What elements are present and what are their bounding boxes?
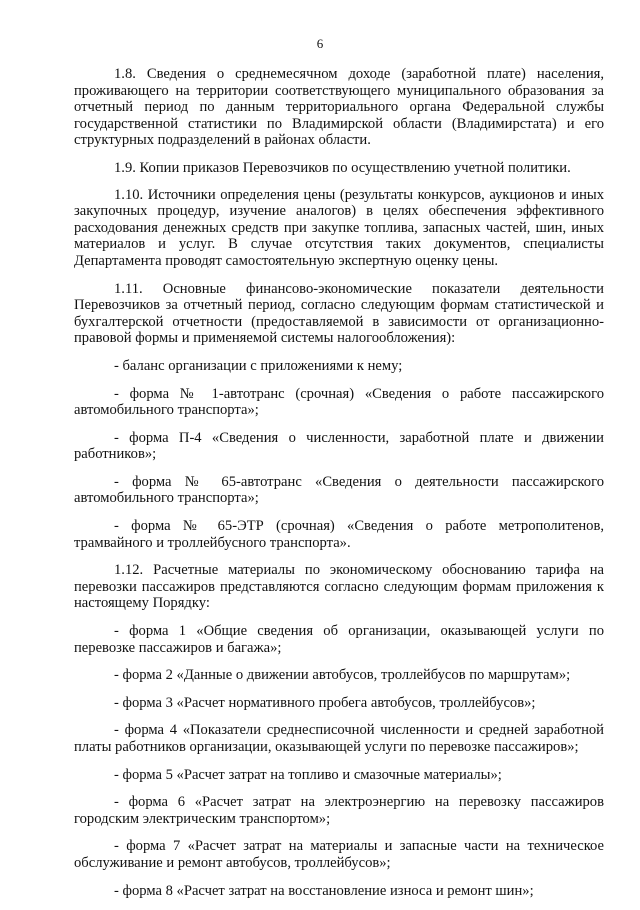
list-item-form-1-avtotrans: - форма № 1-автотранс (срочная) «Сведения о работе пассажирского автомобильного транспорта»;	[74, 385, 604, 419]
list-item-form-1: - форма 1 «Общие сведения об организации, оказывающей услуги по перевозке пассажиров и багажа»;	[74, 623, 604, 656]
list-item-form-7: - форма 7 «Расчет затрат на материалы и запасные части на техническое обслуживание и ремонт автобусов, троллейбусов»;	[74, 838, 604, 871]
list-item-form-p4: - форма П-4 «Сведения о численности, заработной плате и движении работников»;	[74, 429, 604, 463]
paragraph-1-12: 1.12. Расчетные материалы по экономическому обоснованию тарифа на перевозки пассажиров представляются согласно следующим формам приложения к настоящему Порядку:	[74, 562, 604, 612]
page-number: 6	[316, 36, 324, 51]
list-item-form-2: - форма 2 «Данные о движении автобусов, троллейбусов по маршрутам»;	[114, 667, 571, 684]
list-item-form-3: - форма 3 «Расчет нормативного пробега автобусов, троллейбусов»;	[114, 694, 536, 711]
list-item-form-8: - форма 8 «Расчет затрат на восстановление износа и ремонт шин»;	[114, 882, 534, 899]
list-item-form-4: - форма 4 «Показатели среднесписочной численности и средней заработной платы работников организации, оказывающей услуги по перевозке пассажиров»;	[74, 722, 604, 755]
list-item-form-65-etr: - форма № 65-ЭТР (срочная) «Сведения о работе метрополитенов, трамвайного и троллейбусного транспорта».	[74, 518, 604, 551]
list-item-form-5: - форма 5 «Расчет затрат на топливо и смазочные материалы»;	[114, 766, 502, 783]
paragraph-1-11: 1.11. Основные финансово-экономические показатели деятельности Перевозчиков за отчетный период, согласно следующим формам статистической и бухгалтерской отчетности (предоставляемой в зависимости от организационно-правовой формы и применяемой системы налогообложения):	[74, 280, 604, 347]
paragraph-1-8: 1.8. Сведения о среднемесячном доходе (заработной плате) населения, проживающего на территории соответствующего муниципального образования за отчетный период по данным территориального органа Федеральной службы государственной статистики по Владимирской области (Владимирстата) и его структурных подразделений в районах области.	[74, 66, 604, 149]
list-item-form-65-avtotrans: - форма № 65-автотранс «Сведения о деятельности пассажирского автомобильного транспорта»;	[74, 473, 604, 507]
list-item-form-6: - форма 6 «Расчет затрат на электроэнергию на перевозку пассажиров городским электрическим транспортом»;	[74, 794, 604, 827]
paragraph-1-9: 1.9. Копии приказов Перевозчиков по осуществлению учетной политики.	[114, 159, 571, 176]
document-body	[74, 66, 604, 910]
paragraph-1-10: 1.10. Источники определения цены (результаты конкурсов, аукционов и иных закупочных процедур, изучение аналогов) в целях обеспечения эффективного расходования денежных средств при закупке топлива, запасных частей, шин, иных материалов и услуг. В случае отсутствия таких документов, специалисты Департамента проводят самостоятельную экспертную оценку цены.	[74, 186, 604, 269]
list-item-balance: - баланс организации с приложениями к нему;	[114, 357, 403, 374]
